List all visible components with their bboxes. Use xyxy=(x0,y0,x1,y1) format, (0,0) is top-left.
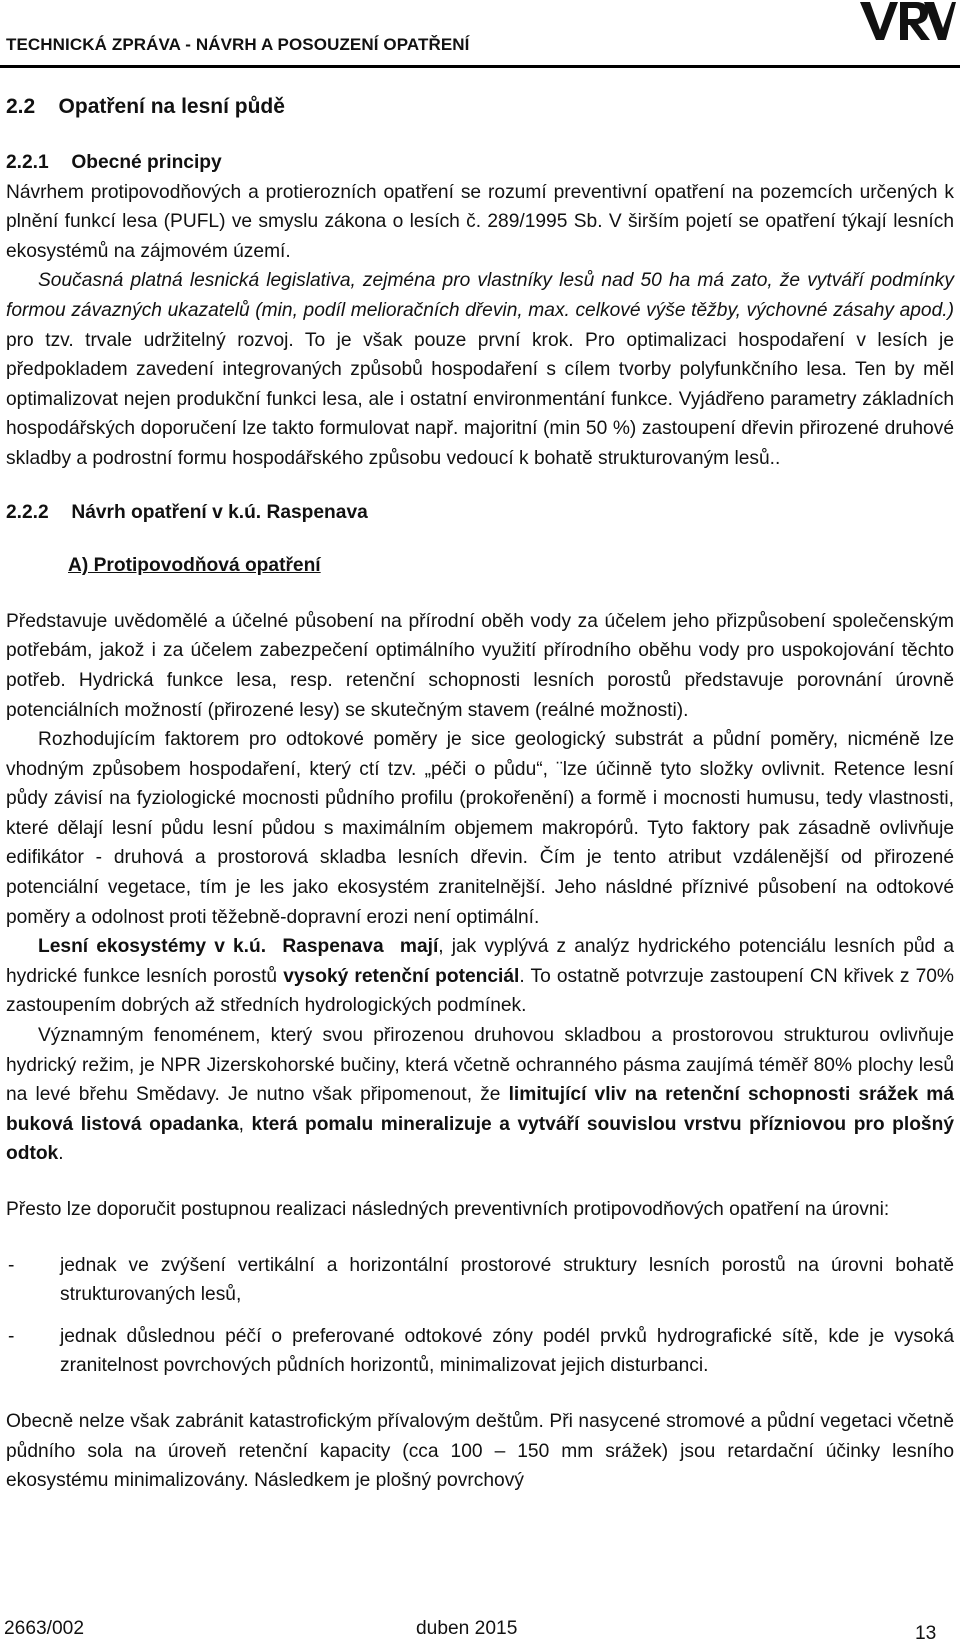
paragraph-factors: Rozhodujícím faktorem pro odtokové poměry je sice geologický substrát a půdní poměry, nicméně lze vhodným způsobem hospodaření, který ctí tzv. „péči o půdu“, ¨lze účinně tyto složky ovlivnit. Retence lesní půdy závisí na fyziologické mocnosti půdního profilu (prokořenění) a formě i mocnosti humusu, tedy vlastnosti, které dělají lesní půdu lesní půdou s maximálním objemem makropórů. Tyto faktory pak zásadně ovlivňuje edifikátor - druhová a prostorová skladba lesních dřevin. Čím je tento atribut vzdálenější od přirozené potenciální vegetace, tím je les jako ekosystém zranitelnější. Jeho násldné příznivé působení na odtokové poměry a odolnost proti těžebně-dopravní erozi není optimální. xyxy=(6,729,954,928)
bold-mineralization: která pomalu mineralizuje a vytváří souvislou vrstvu přízniovou pro plošný odtok xyxy=(6,1113,954,1165)
footer-date: duben 2015 xyxy=(416,1618,518,1639)
footer-page-number: 13 xyxy=(915,1623,937,1644)
vrv-logo xyxy=(858,0,956,42)
document-body xyxy=(6,78,954,1496)
footer-doc-number: 2663/002 xyxy=(4,1618,85,1639)
phenomenon-text-2: , xyxy=(238,1113,252,1135)
subsection-title-1: Obecné principy xyxy=(71,152,222,173)
bold-forest-ecosystems: Lesní ekosystémy v k.ú. xyxy=(38,936,267,958)
retention-text-1: , jak vyplývá z analýz hydrického potenciálu lesních půd a hydrické funkce lesních porostů xyxy=(6,936,955,987)
subsection-heading-2 xyxy=(6,498,954,528)
subsection-heading-1 xyxy=(6,148,954,178)
paragraph-retention xyxy=(6,932,954,1021)
bullet-marker: - xyxy=(8,1325,15,1347)
list-item xyxy=(6,1251,954,1310)
header-rule xyxy=(0,65,960,68)
bold-limiting-influence: limitující vliv na retenční schopnosti srážek má buková listová opadanka xyxy=(6,1084,954,1135)
subsection-number-2: 2.2.2 xyxy=(6,501,49,523)
section-title: Opatření na lesní půdě xyxy=(58,95,285,118)
sub-heading-flood-measures: A) Protipovodňová opatření xyxy=(68,555,321,577)
list-item-text: jednak důslednou péčí o preferované odtokové zóny podél prvků hydrografické sítě, kde je vysoká zranitelnost povrchových půdních horizontů, minimalizovat jejich disturbanci. xyxy=(60,1325,954,1377)
paragraph-legislation-rest: pro tzv. trvale udržitelný rozvoj. To je však pouze první krok. Pro optimalizaci hospodaření v lesích je předpokladem zavedení integrovaných způsobů hospodaření s cílem tvorby polyfunkčního lesa. Ten by měl optimalizovat nejen produkční funkci lesa, ale i ostatní environmentání funkce. Vyjádřeno parametry základních hospodářských doporučení lze takto formulovat např. majoritní (min 50 %) zastoupení dřevin přirozené druhové skladby a podrostní formu hospodářského způsobu vedoucí k bohatě strukturovaným lesů.. xyxy=(6,329,954,469)
bullet-list xyxy=(6,1251,954,1381)
phenomenon-text-1: Významným fenoménem, který svou přirozenou druhovou skladbou a prostorovou strukturou ovlivňuje hydrický režim, je NPR Jizerskohorské bučiny, která včetně ochranného pásma zaujímá téměř 80% plochy lesů na levé břehu Smědavy. Je nutno však připomenout, že xyxy=(6,1025,954,1106)
bullet-marker: - xyxy=(8,1254,15,1276)
list-item xyxy=(6,1322,954,1381)
phenomenon-text-3: . xyxy=(58,1143,64,1165)
bold-have: mají xyxy=(399,936,439,958)
paragraph-phenomenon xyxy=(6,1021,954,1169)
subsection-number-1: 2.2.1 xyxy=(6,152,49,173)
paragraph-definition: Představuje uvědomělé a účelné působení na přírodní oběh vody za účelem jeho přizpůsobení společenským potřebám, jakož i za účelem zabezpečení optimálního využití přírodního oběhu vody pro uspokojování těchto potřeb. Hydrická funkce lesa, resp. retenční schopnosti lesních porostů představuje porovnání úrovně potenciálních možností (přirozené lesy) se skutečným stavem (reálné možnosti). xyxy=(6,610,954,721)
bold-retention-potential: vysoký retenční potenciál xyxy=(283,965,520,987)
paragraph-intro: Návrhem protipovodňových a protierozních opatření se rozumí preventivní opatření na pozemcích určených k plnění funkcí lesa (PUFL) ve smyslu zákona o lesích č. 289/1995 Sb. V širším pojetí se opatření týkají lesních ekosystémů na zájmovém území. xyxy=(6,181,954,262)
list-item-text: jednak ve zvýšení vertikální a horizontální prostorové struktury lesních porostů na úrovni bohatě strukturovaných lesů, xyxy=(60,1254,954,1306)
section-number: 2.2 xyxy=(6,95,36,118)
subsection-title-2: Návrh opatření v k.ú. Raspenava xyxy=(71,501,368,523)
paragraph-conclusion: Obecně nelze však zabránit katastrofickým přívalovým deštům. Při nasycené stromové a půdní vegetaci včetně půdního sola na úroveň retenční kapacity (cca 100 – 150 mm srážek) jsou retardační účinky lesního ekosystému minimalizovány. Následkem je plošný povrchový xyxy=(6,1410,954,1492)
retention-text-2: . To ostatně potvrzuje zastoupení CN křivek z 70% zastoupením dobrých až středních hydrologických podmínek. xyxy=(6,965,954,1017)
page-header-title: TECHNICKÁ ZPRÁVA - NÁVRH A POSOUZENÍ OPATŘENÍ xyxy=(6,35,470,54)
paragraph-legislation xyxy=(6,266,954,473)
paragraph-recommendation: Přesto lze doporučit postupnou realizaci následných preventivních protipovodňových opatření na úrovni: xyxy=(6,1199,890,1220)
paragraph-legislation-italic: Současná platná lesnická legislativa, zejména pro vlastníky lesů nad 50 ha má zato, že vytváří podmínky formou závazných ukazatelů (min, podíl melioračních dřevin, max. celkové výše těžby, výchovné zásahy apod.) xyxy=(6,270,954,321)
section-heading xyxy=(6,92,954,122)
bold-raspenava: Raspenava xyxy=(282,936,384,958)
